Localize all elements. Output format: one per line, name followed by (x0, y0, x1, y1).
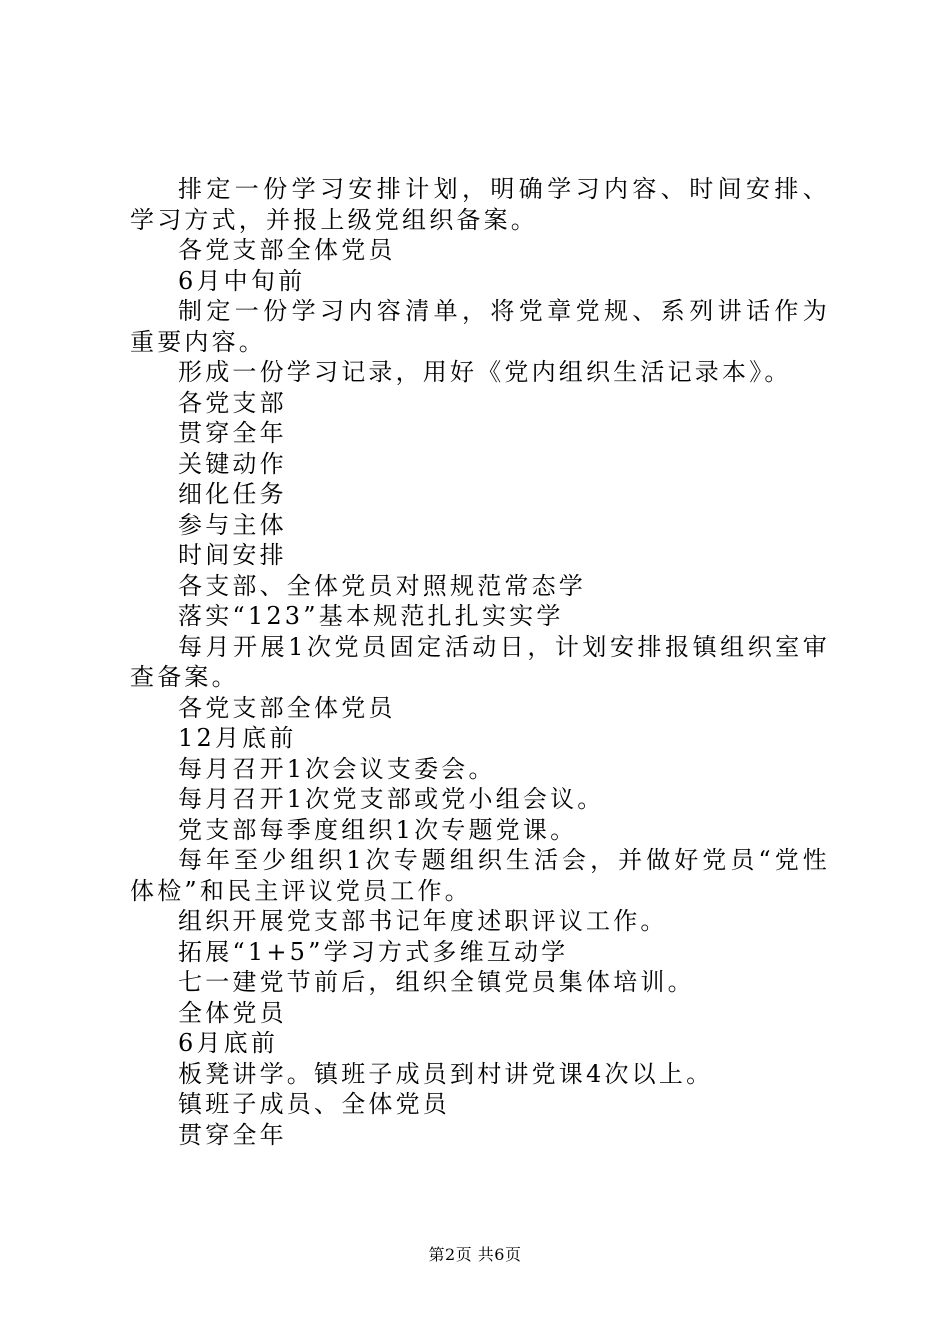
document-paragraph: 排定一份学习安排计划，明确学习内容、时间安排、学习方式，并报上级党组织备案。 (130, 175, 830, 234)
document-paragraph: 贯穿全年 (178, 1120, 287, 1149)
document-paragraph: 每月召开1次会议支委会。 (178, 754, 496, 783)
document-paragraph: 细化任务 (178, 480, 287, 508)
document-paragraph: 每年至少组织1次专题组织生活会，并做好党员“党性体检”和民主评议党员工作。 (130, 846, 830, 905)
document-paragraph: 每月开展1次党员固定活动日，计划安排报镇组织室审查备案。 (130, 632, 830, 691)
document-paragraph: 制定一份学习内容清单，将党章党规、系列讲话作为重要内容。 (130, 297, 830, 356)
document-paragraph: 12月底前 (178, 724, 297, 752)
document-paragraph: 每月召开1次党支部或党小组会议。 (178, 785, 605, 813)
document-paragraph: 贯穿全年 (178, 419, 287, 447)
document-paragraph: 板凳讲学。镇班子成员到村讲党课4次以上。 (178, 1059, 714, 1088)
page-footer: 第2页 共6页 (428, 1245, 522, 1264)
document-paragraph: 形成一份学习记录，用好《党内组织生活记录本》。 (178, 358, 792, 386)
document-paragraph: 各党支部全体党员 (178, 693, 396, 722)
document-paragraph: 关键动作 (178, 449, 287, 478)
document-paragraph: 参与主体 (178, 510, 287, 539)
document-paragraph: 组织开展党支部书记年度述职评议工作。 (178, 907, 668, 935)
document-paragraph: 6月中旬前 (178, 266, 306, 295)
document-paragraph: 拓展“1+5”学习方式多维互动学 (178, 937, 569, 966)
document-paragraph: 时间安排 (178, 541, 287, 569)
document-paragraph: 镇班子成员、全体党员 (178, 1090, 450, 1118)
document-paragraph: 各支部、全体党员对照规范常态学 (178, 571, 586, 600)
document-paragraph: 党支部每季度组织1次专题党课。 (178, 815, 578, 844)
document-paragraph: 七一建党节前后，组织全镇党员集体培训。 (178, 968, 695, 996)
document-paragraph: 各党支部全体党员 (178, 236, 396, 264)
document-paragraph: 各党支部 (178, 388, 287, 417)
document-paragraph: 6月底前 (178, 1029, 279, 1057)
document-paragraph: 落实“123”基本规范扎扎实实学 (178, 602, 564, 630)
document-paragraph: 全体党员 (178, 998, 287, 1027)
document-body (130, 174, 830, 1150)
